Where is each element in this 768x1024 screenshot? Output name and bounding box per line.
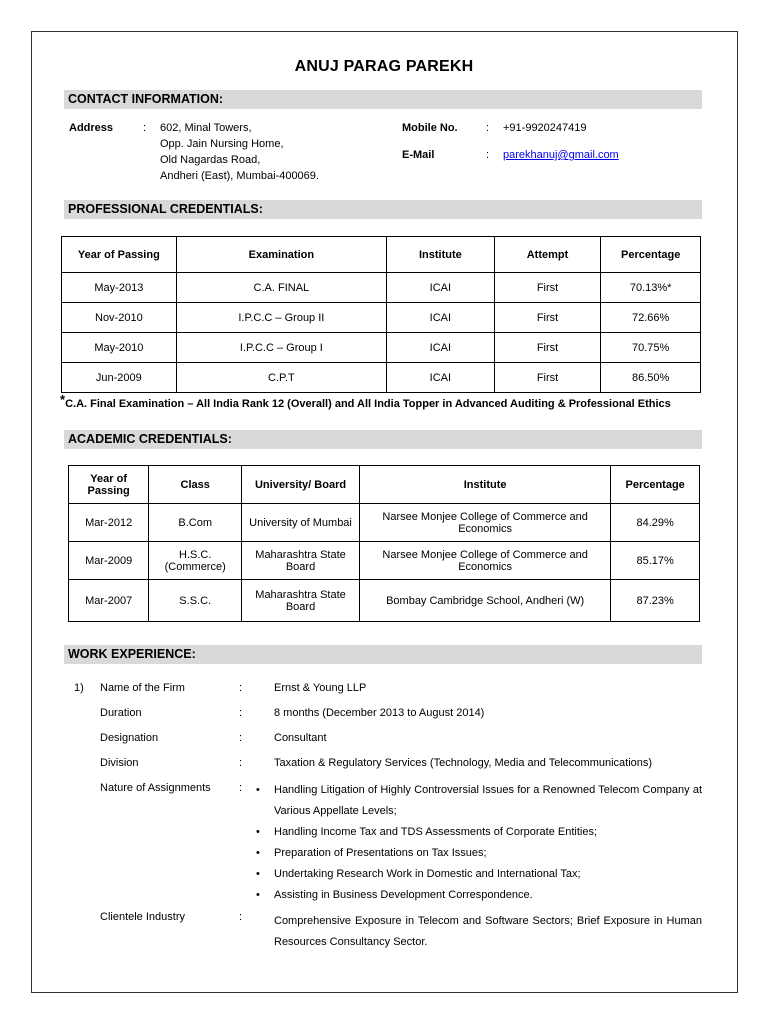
- professional-section-header: PROFESSIONAL CREDENTIALS:: [64, 200, 702, 219]
- list-item: • Handling Litigation of Highly Controversial Issues for a Renowned Telecom Company at Various Appellate Levels;: [256, 780, 702, 822]
- address-colon: :: [143, 122, 147, 134]
- email-colon: :: [486, 149, 490, 161]
- table-cell: May-2010: [62, 333, 177, 363]
- table-header-row: [62, 237, 701, 273]
- table-row: [69, 542, 700, 580]
- table-cell: C.P.T: [176, 363, 386, 393]
- designation-value: Consultant: [274, 732, 327, 744]
- assignments-label: Nature of Assignments: [100, 782, 211, 794]
- col-header: University/ Board: [242, 466, 360, 504]
- table-cell: 72.66%: [601, 303, 701, 333]
- assignments-list: [256, 780, 702, 906]
- mobile-label: Mobile No.: [402, 122, 458, 134]
- mobile-colon: :: [486, 122, 490, 134]
- designation-label: Designation: [100, 732, 159, 744]
- division-value: Taxation & Regulatory Services (Technology, Media and Telecommunications): [274, 757, 653, 769]
- table-cell: Nov-2010: [62, 303, 177, 333]
- col-header: Year of Passing: [62, 237, 177, 273]
- table-cell: ICAI: [387, 273, 495, 303]
- table-cell: 85.17%: [611, 542, 700, 580]
- table-row: [62, 363, 701, 393]
- firm-colon: :: [239, 682, 243, 694]
- email-label: E-Mail: [402, 149, 435, 161]
- list-item: • Undertaking Research Work in Domestic and International Tax;: [256, 864, 702, 885]
- mobile-number: +91-9920247419: [503, 122, 587, 134]
- table-header-row: [69, 466, 700, 504]
- duration-label: Duration: [100, 707, 142, 719]
- col-header: Attempt: [494, 237, 601, 273]
- table-cell: May-2013: [62, 273, 177, 303]
- footnote-mark: *: [60, 392, 66, 407]
- table-cell: 70.75%: [601, 333, 701, 363]
- email-link[interactable]: parekhanuj@gmail.com: [503, 149, 619, 161]
- professional-table: [61, 236, 701, 393]
- duration-value: 8 months (December 2013 to August 2014): [274, 707, 485, 719]
- contact-section-header: CONTACT INFORMATION:: [64, 90, 702, 109]
- list-item: • Handling Income Tax and TDS Assessments of Corporate Entities;: [256, 822, 702, 843]
- table-cell: First: [494, 363, 601, 393]
- table-row: [69, 580, 700, 622]
- table-cell: University of Mumbai: [242, 504, 360, 542]
- clientele-label: Clientele Industry: [100, 911, 185, 923]
- table-cell: 86.50%: [601, 363, 701, 393]
- address-line: Old Nagardas Road,: [160, 154, 261, 166]
- table-cell: First: [494, 273, 601, 303]
- table-cell: Narsee Monjee College of Commerce and Economics: [359, 542, 610, 580]
- table-cell: Maharashtra State Board: [242, 542, 360, 580]
- address-block: [160, 120, 319, 184]
- address-line: Andheri (East), Mumbai-400069.: [160, 170, 319, 182]
- division-colon: :: [239, 757, 243, 769]
- address-line: 602, Minal Towers,: [160, 122, 252, 134]
- table-cell: ICAI: [387, 303, 495, 333]
- table-cell: I.P.C.C – Group I: [176, 333, 386, 363]
- table-cell: Mar-2012: [69, 504, 149, 542]
- table-cell: Mar-2007: [69, 580, 149, 622]
- duration-colon: :: [239, 707, 243, 719]
- table-cell: Mar-2009: [69, 542, 149, 580]
- col-header: Class: [149, 466, 242, 504]
- footnote-text: C.A. Final Examination – All India Rank 12 (Overall) and All India Topper in Advanced Auditing & Professional Ethics: [65, 398, 671, 410]
- table-cell: First: [494, 333, 601, 363]
- col-header: Examination: [176, 237, 386, 273]
- candidate-name: ANUJ PARAG PAREKH: [294, 58, 474, 75]
- table-cell: I.P.C.C – Group II: [176, 303, 386, 333]
- col-header: Institute: [359, 466, 610, 504]
- designation-colon: :: [239, 732, 243, 744]
- table-cell: First: [494, 303, 601, 333]
- col-header: Percentage: [601, 237, 701, 273]
- list-item: • Assisting in Business Development Correspondence.: [256, 885, 702, 906]
- firm-value: Ernst & Young LLP: [274, 682, 367, 694]
- table-cell: Narsee Monjee College of Commerce and Economics: [359, 504, 610, 542]
- address-label: Address: [69, 122, 114, 134]
- table-cell: S.S.C.: [149, 580, 242, 622]
- table-cell: Jun-2009: [62, 363, 177, 393]
- table-cell: H.S.C. (Commerce): [149, 542, 242, 580]
- table-cell: 84.29%: [611, 504, 700, 542]
- col-header: Percentage: [611, 466, 700, 504]
- table-row: [62, 273, 701, 303]
- table-cell: 70.13%*: [601, 273, 701, 303]
- table-cell: B.Com: [149, 504, 242, 542]
- work-section-header: WORK EXPERIENCE:: [64, 645, 702, 664]
- table-cell: ICAI: [387, 333, 495, 363]
- clientele-colon: :: [239, 911, 243, 923]
- table-row: [62, 303, 701, 333]
- address-line: Opp. Jain Nursing Home,: [160, 138, 284, 150]
- table-cell: Maharashtra State Board: [242, 580, 360, 622]
- academic-table: [68, 465, 700, 622]
- rank-footnote: [60, 392, 671, 410]
- clientele-value: Comprehensive Exposure in Telecom and Software Sectors; Brief Exposure in Human Resources Consultancy Sector.: [274, 915, 702, 948]
- col-header: Year of Passing: [69, 466, 149, 504]
- division-label: Division: [100, 757, 139, 769]
- academic-section-header: ACADEMIC CREDENTIALS:: [64, 430, 702, 449]
- firm-label: Name of the Firm: [100, 682, 185, 694]
- list-item: • Preparation of Presentations on Tax Issues;: [256, 843, 702, 864]
- work-item-index: 1): [74, 682, 84, 694]
- table-row: [69, 504, 700, 542]
- table-row: [62, 333, 701, 363]
- table-cell: Bombay Cambridge School, Andheri (W): [359, 580, 610, 622]
- col-header: Institute: [387, 237, 495, 273]
- table-cell: ICAI: [387, 363, 495, 393]
- assignments-colon: :: [239, 782, 243, 794]
- table-cell: 87.23%: [611, 580, 700, 622]
- table-cell: C.A. FINAL: [176, 273, 386, 303]
